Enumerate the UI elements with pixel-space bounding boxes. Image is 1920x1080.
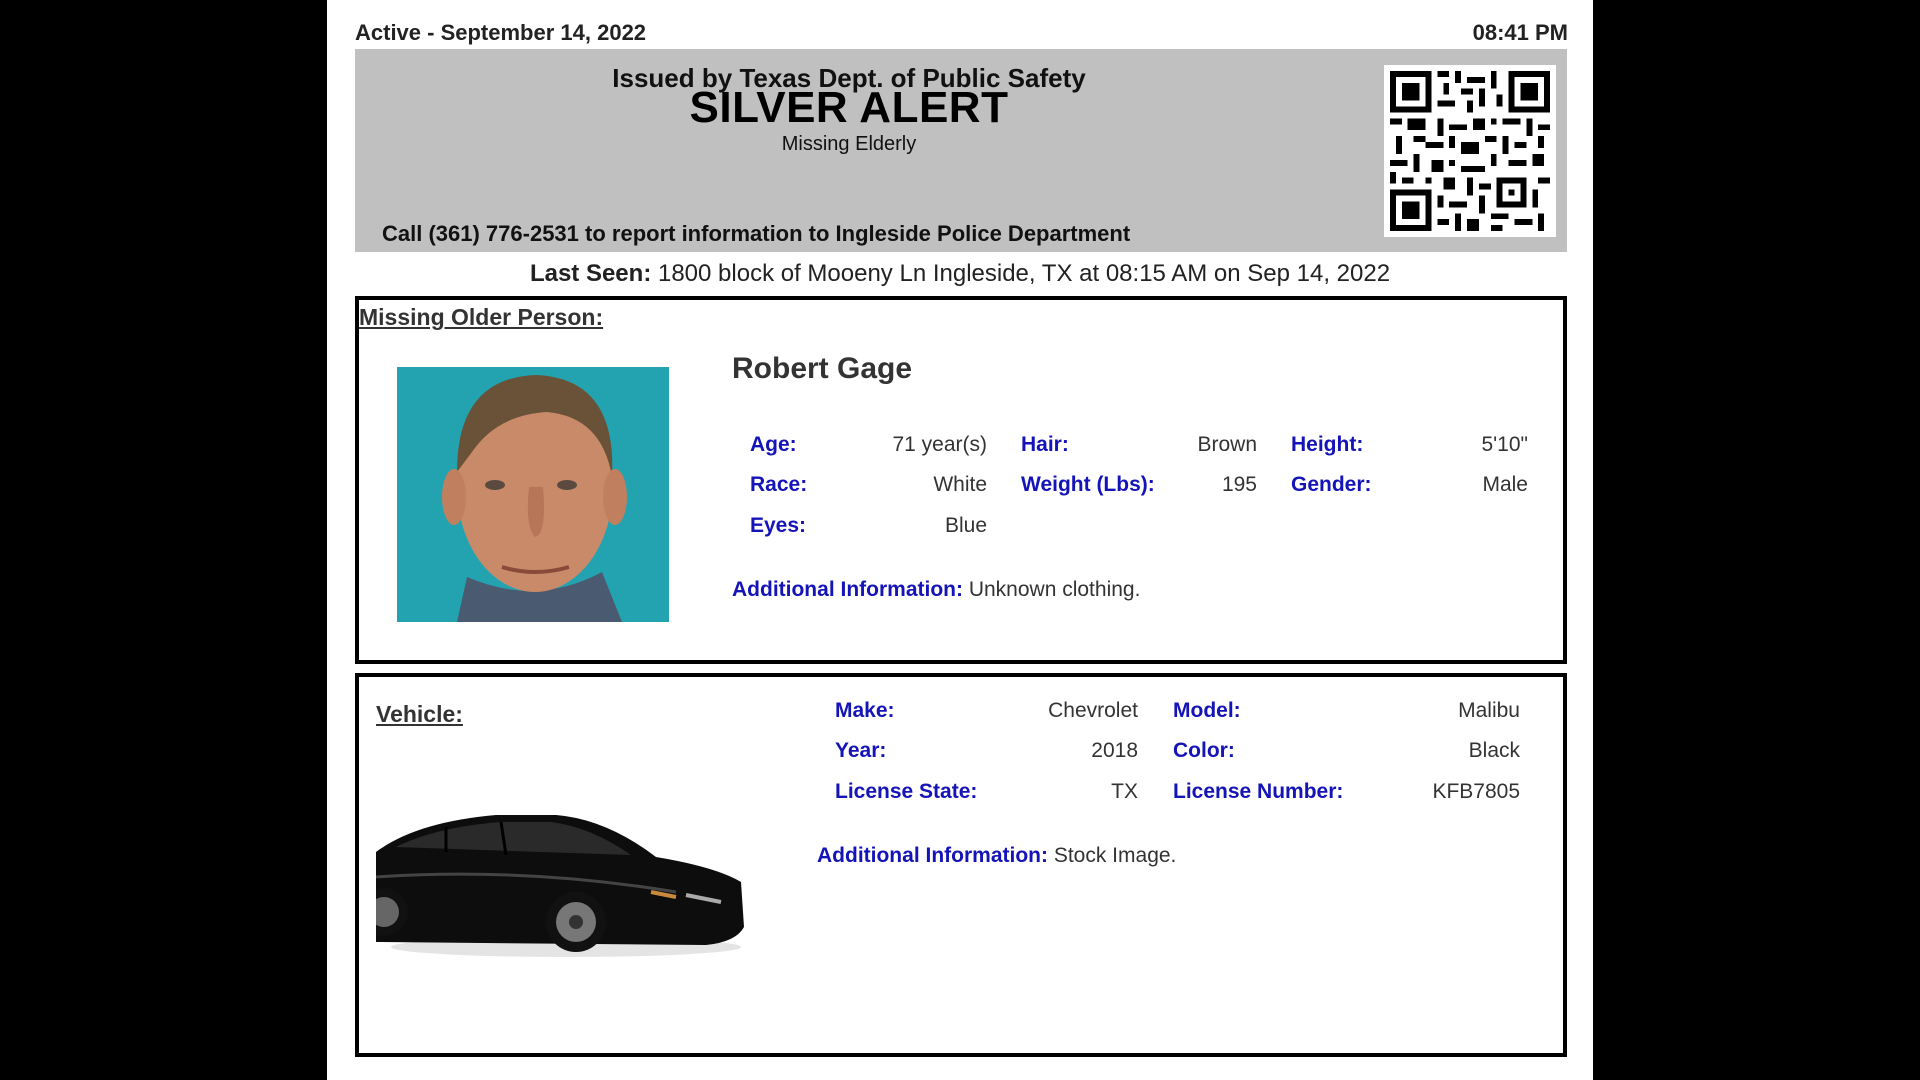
age-value: 71 year(s) xyxy=(892,433,987,456)
alert-subtitle: Missing Elderly xyxy=(781,133,917,155)
vehicle-additional-info-label: Additional Information: xyxy=(817,844,1048,867)
missing-person-section xyxy=(355,296,1567,664)
vehicle-additional-info-value: Stock Image. xyxy=(1053,844,1177,867)
last-seen-value: 1800 block of Mooeny Ln Ingleside, TX at 08:15 AM on Sep 14, 2022 xyxy=(657,260,1391,287)
gender-value: Male xyxy=(1482,473,1528,496)
make-label: Make: xyxy=(835,699,895,722)
race-label: Race: xyxy=(750,473,808,496)
hair-label: Hair: xyxy=(1021,433,1069,456)
license-number-value: KFB7805 xyxy=(1432,780,1520,803)
license-state-value: TX xyxy=(1111,780,1138,803)
alert-title: SILVER ALERT xyxy=(689,83,1009,132)
vehicle-additional-info xyxy=(817,844,1176,868)
person-additional-info-value: Unknown clothing. xyxy=(968,578,1141,601)
person-additional-info xyxy=(732,578,1140,602)
alert-time: 08:41 PM xyxy=(1472,20,1568,45)
vehicle-section-title: Vehicle: xyxy=(376,701,463,727)
call-to-report-text: Call (361) 776-2531 to report information to Ingleside Police Department xyxy=(382,221,1131,246)
last-seen-line xyxy=(327,260,1593,288)
weight-value: 195 xyxy=(1221,473,1257,496)
model-label: Model: xyxy=(1173,699,1241,722)
make-value: Chevrolet xyxy=(1048,699,1138,722)
eyes-value: Blue xyxy=(944,514,987,537)
model-value: Malibu xyxy=(1458,699,1520,722)
weight-label: Weight (Lbs): xyxy=(1021,473,1155,496)
alert-page xyxy=(327,0,1593,1080)
hair-value: Brown xyxy=(1197,433,1257,456)
license-state-label: License State: xyxy=(835,780,978,803)
issuer-text: Issued by Texas Dept. of Public Safety xyxy=(612,63,1086,93)
vehicle-photo xyxy=(376,797,748,962)
missing-person-section-title: Missing Older Person: xyxy=(359,304,604,330)
eyes-label: Eyes: xyxy=(750,514,807,537)
alert-status-date: Active - September 14, 2022 xyxy=(355,20,647,45)
height-value: 5'10" xyxy=(1481,433,1528,456)
year-label: Year: xyxy=(835,739,887,762)
vehicle-section xyxy=(355,673,1567,1057)
age-label: Age: xyxy=(750,433,797,456)
person-name: Robert Gage xyxy=(732,352,913,385)
color-label: Color: xyxy=(1173,739,1235,762)
gender-label: Gender: xyxy=(1291,473,1372,496)
person-photo xyxy=(397,367,669,622)
qr-code-icon[interactable] xyxy=(1384,65,1556,237)
color-value: Black xyxy=(1468,739,1520,762)
race-value: White xyxy=(933,473,987,496)
license-number-label: License Number: xyxy=(1173,780,1344,803)
alert-header xyxy=(355,49,1567,252)
person-additional-info-label: Additional Information: xyxy=(732,578,963,601)
last-seen-label: Last Seen: xyxy=(529,260,652,287)
height-label: Height: xyxy=(1291,433,1364,456)
year-value: 2018 xyxy=(1091,739,1138,762)
